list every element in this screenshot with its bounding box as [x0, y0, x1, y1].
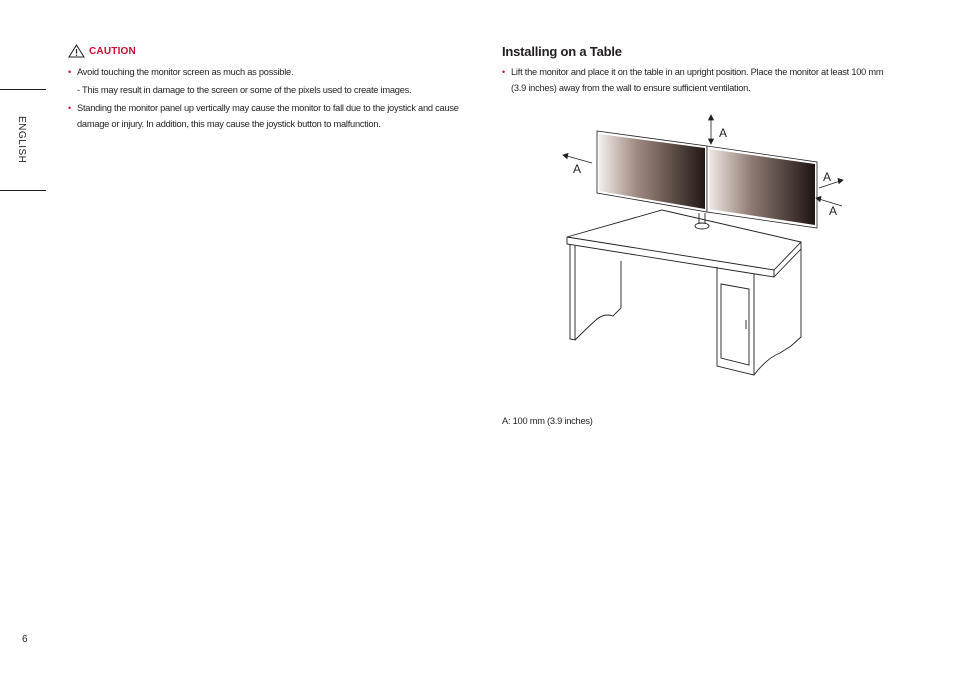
dimension-label: A [573, 162, 582, 176]
caution-label: CAUTION [89, 45, 136, 57]
installing-section [502, 44, 887, 96]
caution-list [68, 64, 483, 80]
dimension-label: A [719, 126, 728, 140]
caution-item: • Standing the monitor panel up vertically may cause the monitor to fall due to the joystick and cause damage or injury. In addition, this may cause the joystick button to malfunction. [68, 100, 483, 132]
caution-sub-item: - This may result in damage to the screen or some of the pixels used to create images. [77, 85, 412, 95]
dimension-label: A [823, 170, 832, 184]
dimension-label: A [829, 204, 838, 218]
caution-list [68, 100, 483, 132]
section-title: Installing on a Table [502, 44, 622, 59]
installing-item: • Lift the monitor and place it on the table in an upright position. Place the monitor at least 100 mm (3.9 inches) away from the wall to ensure sufficient ventilation. [502, 64, 887, 96]
caution-section [68, 44, 483, 132]
side-rule-bottom [0, 190, 46, 191]
language-tab: ENGLISH [16, 116, 27, 164]
installing-list [502, 64, 887, 96]
page-number: 6 [22, 634, 28, 645]
caution-heading [68, 44, 483, 58]
figure-caption: A: 100 mm (3.9 inches) [502, 416, 593, 426]
warning-triangle-icon [68, 44, 85, 58]
side-rule-top [0, 89, 46, 90]
caution-item: • Avoid touching the monitor screen as much as possible. [68, 64, 483, 80]
table-clearance-illustration [555, 113, 860, 388]
